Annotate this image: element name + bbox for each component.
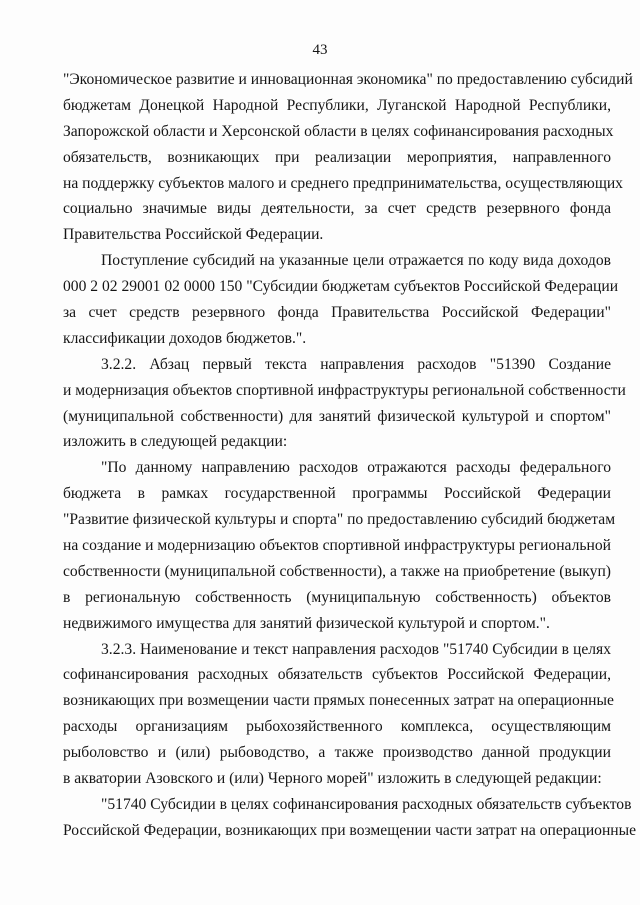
- text-line: бюджетам Донецкой Народной Республики, Луганской Народной Республики,: [63, 96, 611, 114]
- paragraph-3-2-2: [63, 352, 626, 456]
- text-line: в региональную собственность (муниципальную собственность) объектов: [63, 588, 611, 606]
- text-line: собственности (муниципальной собственности), а также на приобретение (выкуп): [63, 562, 611, 580]
- paragraph-3-2-3: [63, 637, 614, 792]
- text-line: 3.2.3. Наименование и текст направления расходов "51740 Субсидии в целях: [101, 640, 611, 658]
- text-line: бюджета в рамках государственной программы Российской Федерации: [63, 485, 611, 503]
- text-line: "Экономическое развитие и инновационная экономика" по предоставлению субсидий: [63, 71, 633, 88]
- text-line: "По данному направлению расходов отражаются расходы федерального: [101, 459, 611, 477]
- text-line: (муниципальной собственности) для занятий физической культурой и спортом": [63, 407, 611, 425]
- text-line: классификации доходов бюджетов.".: [63, 329, 307, 347]
- text-line: обязательств, возникающих при реализации мероприятия, направленного: [63, 148, 611, 166]
- text-line: и модернизация объектов спортивной инфраструктуры региональной собственности: [63, 381, 626, 399]
- text-line: Правительства Российской Федерации.: [63, 226, 324, 244]
- text-line: на поддержку субъектов малого и среднего предпринимательства, осуществляющих: [63, 174, 623, 192]
- text-line: Поступление субсидий на указанные цели отражается по коду вида доходов: [101, 252, 611, 270]
- text-line: 3.2.2. Абзац первый текста направления расходов "51390 Создание: [101, 355, 611, 373]
- text-line: "51740 Субсидии в целях софинансирования расходных обязательств субъектов: [101, 795, 632, 813]
- text-line: возникающих при возмещении части прямых понесенных затрат на операционные: [63, 692, 614, 710]
- text-line: "Развитие физической культуры и спорта" по предоставлению субсидий бюджетам: [63, 511, 616, 529]
- text-line: в акватории Азовского и (или) Черного морей" изложить в следующей редакции:: [63, 770, 602, 788]
- text-line: за счет средств резервного фонда Правительства Российской Федерации": [63, 304, 611, 322]
- document-body: [63, 67, 637, 844]
- paragraph-3-2-3-quote: [63, 792, 637, 844]
- page-number: 43: [312, 42, 328, 58]
- text-line: Российской Федерации, возникающих при возмещении части затрат на операционные: [63, 821, 637, 839]
- text-line: на создание и модернизацию объектов спортивной инфраструктуры региональной: [63, 537, 611, 555]
- text-line: 000 2 02 29001 02 0000 150 "Субсидии бюджетам субъектов Российской Федерации: [63, 278, 619, 296]
- text-line: Запорожской области и Херсонской области в целях софинансирования расходных: [63, 122, 614, 140]
- text-line: рыболовство и (или) рыбоводство, а также производство данной продукции: [63, 744, 611, 762]
- text-line: изложить в следующей редакции:: [63, 433, 288, 451]
- text-line: софинансирования расходных обязательств субъектов Российской Федерации,: [63, 666, 611, 684]
- paragraph-1-continuation: [63, 67, 633, 248]
- text-line: расходы организациям рыбохозяйственного комплекса, осуществляющим: [63, 718, 611, 736]
- text-line: социально значимые виды деятельности, за счет средств резервного фонда: [63, 200, 611, 218]
- paragraph-3-2-2-quote: [63, 455, 616, 636]
- paragraph-revenue-code: [63, 248, 619, 352]
- text-line: недвижимого имущества для занятий физической культурой и спортом.".: [63, 614, 550, 632]
